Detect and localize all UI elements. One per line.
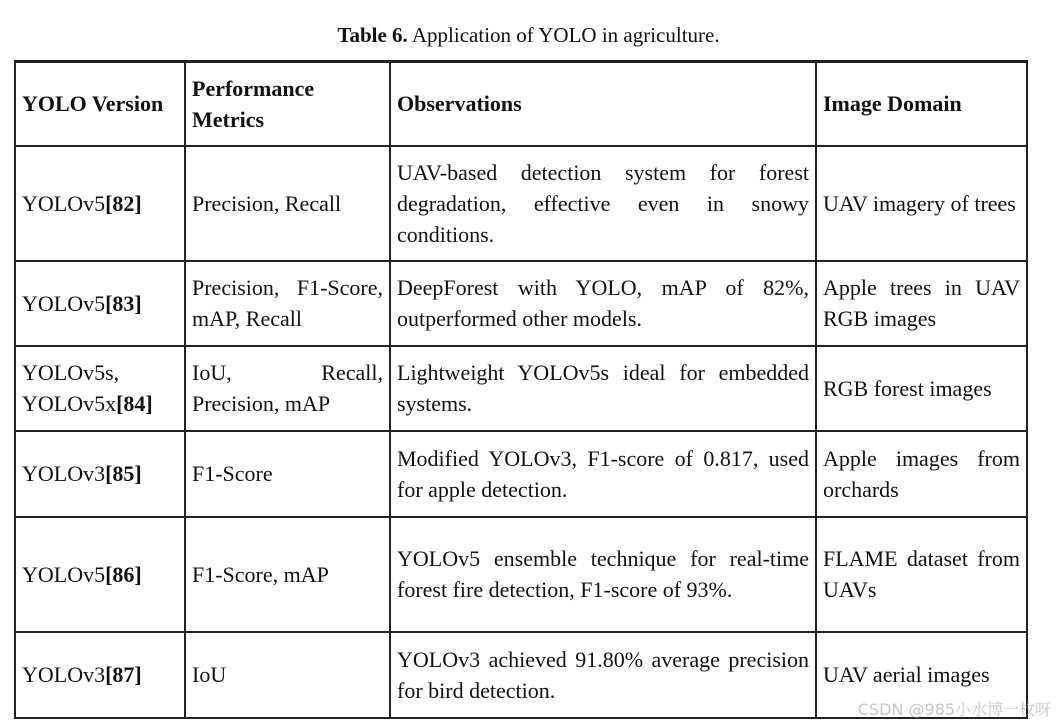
reference-link[interactable]: [83]	[105, 290, 142, 316]
header-metrics-line1: Performance	[192, 75, 315, 101]
reference-link[interactable]: [85]	[105, 461, 142, 486]
version-text: YOLOv5	[22, 561, 106, 587]
cell-observations: DeepForest with YOLO, mAP of 82%, outperformed other models.	[390, 261, 816, 346]
cell-version	[15, 261, 185, 346]
cell-observations: YOLOv3 achieved 91.80% average precision for bird detection.	[390, 632, 816, 718]
cell-domain: UAV imagery of trees	[816, 146, 1027, 261]
reference-link[interactable]: [84]	[116, 391, 153, 416]
table-row	[15, 146, 1027, 261]
cell-version	[15, 346, 185, 431]
reference-link[interactable]: [87]	[105, 662, 142, 687]
cell-domain: FLAME dataset from UAVs	[816, 517, 1027, 632]
watermark: CSDN @985小水博一枚呀	[857, 700, 1051, 719]
caption-label: Table 6.	[337, 23, 408, 47]
cell-domain: Apple trees in UAV RGB images	[816, 261, 1027, 346]
cell-version	[15, 146, 185, 261]
cell-metrics: IoU	[185, 632, 390, 718]
cell-domain: Apple images from orchards	[816, 431, 1027, 517]
yolo-agriculture-table	[14, 60, 1028, 719]
reference-link[interactable]: [82]	[105, 190, 142, 216]
header-metrics	[185, 62, 390, 146]
cell-version	[15, 632, 185, 718]
version-text: YOLOv3	[22, 461, 106, 486]
cell-version	[15, 431, 185, 517]
cell-observations: UAV-based detection system for forest degradation, effective even in snowy conditions.	[390, 146, 816, 261]
header-domain: Image Domain	[816, 62, 1027, 146]
cell-metrics: Precision, F1-Score, mAP, Recall	[185, 261, 390, 346]
caption-text: Application of YOLO in agriculture.	[411, 23, 720, 47]
cell-metrics: Precision, Recall	[185, 146, 390, 261]
header-version: YOLO Version	[15, 62, 185, 146]
cell-metrics: F1-Score, mAP	[185, 517, 390, 632]
cell-version	[15, 517, 185, 632]
cell-metrics: F1-Score	[185, 431, 390, 517]
cell-observations: YOLOv5 ensemble technique for real-time forest fire detection, F1-score of 93%.	[390, 517, 816, 632]
version-text: YOLOv5	[22, 290, 106, 316]
cell-domain: RGB forest images	[816, 346, 1027, 431]
cell-domain: UAV aerial images	[816, 632, 1027, 718]
header-row	[15, 62, 1027, 146]
reference-link[interactable]: [86]	[105, 561, 142, 587]
version-text: YOLOv5s, YOLOv5x	[22, 360, 120, 416]
version-text: YOLOv5	[22, 190, 106, 216]
header-metrics-line2: Metrics	[192, 106, 265, 132]
table-row	[15, 346, 1027, 431]
table-caption	[0, 20, 1057, 50]
table-row	[15, 261, 1027, 346]
version-text: YOLOv3	[22, 662, 106, 687]
cell-observations: Lightweight YOLOv5s ideal for embedded systems.	[390, 346, 816, 431]
cell-observations: Modified YOLOv3, F1-score of 0.817, used for apple detection.	[390, 431, 816, 517]
header-observations: Observations	[390, 62, 816, 146]
cell-metrics: IoU, Recall, Precision, mAP	[185, 346, 390, 431]
table-row	[15, 431, 1027, 517]
table-row	[15, 517, 1027, 632]
